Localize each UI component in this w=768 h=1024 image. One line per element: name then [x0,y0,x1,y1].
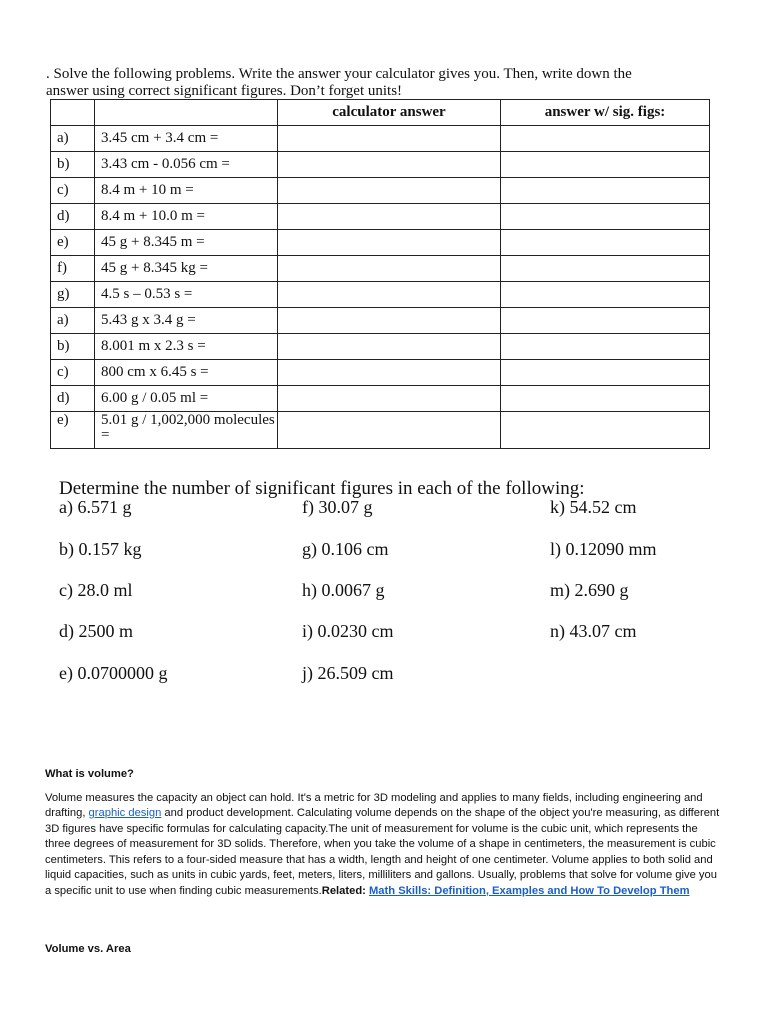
problem-label: e) [51,412,95,449]
sigfig-item: k) 54.52 cm [550,497,637,517]
problem-expression: 8.001 m x 2.3 s = [95,334,278,360]
problem-label: d) [51,204,95,230]
problem-expression: 45 g + 8.345 m = [95,230,278,256]
problem-label: d) [51,386,95,412]
sig-figs-answer-cell[interactable] [501,230,710,256]
volume-text-part-1: Volume measures the capacity an object can hold. It's a metric for 3D modeling and applies to many fields, including engineering and drafting, [45,791,703,819]
sig-figs-answer-cell[interactable] [501,308,710,334]
sigfig-item: f) 30.07 g [302,497,373,517]
calculator-answer-cell[interactable] [278,230,501,256]
instructions-line-1: . Solve the following problems. Write the answer your calculator gives you. Then, write down the [46,66,632,82]
problem-label: c) [51,360,95,386]
calculator-answer-cell[interactable] [278,152,501,178]
table-row [51,230,710,256]
header-sig-figs-answer: answer w/ sig. figs: [501,100,710,126]
problem-label: a) [51,126,95,152]
sig-figs-answer-cell[interactable] [501,204,710,230]
sigfig-item: j) 26.509 cm [302,663,394,683]
problem-expression: 5.43 g x 3.4 g = [95,308,278,334]
instructions-line-2: answer using correct significant figures. Don’t forget units! [46,83,403,99]
table-row [51,152,710,178]
sig-figs-answer-cell[interactable] [501,152,710,178]
problem-label: b) [51,152,95,178]
problem-expression: 5.01 g / 1,002,000 molecules = [95,412,278,449]
table-row [51,386,710,412]
volume-heading: What is volume? [45,768,134,780]
sigfig-heading: Determine the number of significant figures in each of the following: [59,478,585,499]
calculator-answer-cell[interactable] [278,412,501,449]
problem-label: e) [51,230,95,256]
volume-section [45,767,725,899]
problem-expression: 4.5 s – 0.53 s = [95,282,278,308]
instructions [46,66,726,100]
related-label: Related: [321,884,366,897]
calculator-answer-cell[interactable] [278,256,501,282]
sig-figs-answer-cell[interactable] [501,256,710,282]
calculator-answer-cell[interactable] [278,204,501,230]
table-row [51,282,710,308]
calculator-answer-cell[interactable] [278,282,501,308]
problem-label: b) [51,334,95,360]
sigfig-item: d) 2500 m [59,621,133,641]
sigfig-item: h) 0.0067 g [302,580,385,600]
table-row [51,204,710,230]
problem-expression: 8.4 m + 10 m = [95,178,278,204]
volume-paragraph [45,791,725,900]
table-header-row [51,100,710,126]
sigfig-item: i) 0.0230 cm [302,621,394,641]
table-row [51,412,710,449]
header-problem [95,100,278,126]
problem-expression: 3.43 cm - 0.056 cm = [95,152,278,178]
calculator-answer-cell[interactable] [278,334,501,360]
table-row [51,334,710,360]
calculator-answer-cell[interactable] [278,360,501,386]
header-label [51,100,95,126]
sig-figs-answer-cell[interactable] [501,178,710,204]
volume-text-part-2: and product development. Calculating volume depends on the shape of the object you're measuring, as different 3D figures have specific formulas for calculating capacity.The unit of measurement for volume is the cubic unit, which represents the three degrees of measurement for 3D solids. Therefore, when you take the volume of a shape in centimeters, the measurement is cubic centimeters. This refers to a four-sided measure that has a width, length and height of one centimeter. Volume applies to both solid and liquid capacities, such as units in cubic yards, feet, meters, liters, milliliters and gallons. Usually, problems that solve for volume give you a specific unit to use when finding cubic measurements. [45,807,720,897]
sig-figs-answer-cell[interactable] [501,126,710,152]
problem-expression: 3.45 cm + 3.4 cm = [95,126,278,152]
problem-expression: 45 g + 8.345 kg = [95,256,278,282]
table-row [51,256,710,282]
sig-figs-answer-cell[interactable] [501,360,710,386]
problem-label: f) [51,256,95,282]
sig-figs-answer-cell[interactable] [501,282,710,308]
sigfig-item: e) 0.0700000 g [59,663,168,683]
calculator-answer-cell[interactable] [278,126,501,152]
calculator-answer-cell[interactable] [278,178,501,204]
header-calculator-answer: calculator answer [278,100,501,126]
sigfig-item: n) 43.07 cm [550,621,637,641]
problem-label: a) [51,308,95,334]
sig-figs-answer-cell[interactable] [501,412,710,449]
calculator-answer-cell[interactable] [278,308,501,334]
problem-expression: 800 cm x 6.45 s = [95,360,278,386]
problems-table [50,99,710,449]
sigfig-item: a) 6.571 g [59,497,132,517]
calculator-answer-cell[interactable] [278,386,501,412]
sigfig-item: l) 0.12090 mm [550,539,657,559]
problem-expression: 6.00 g / 0.05 ml = [95,386,278,412]
table-row [51,308,710,334]
related-article-link[interactable]: Math Skills: Definition, Examples and How To Develop Them [368,884,690,897]
sig-figs-answer-cell[interactable] [501,334,710,360]
problem-expression: 8.4 m + 10.0 m = [95,204,278,230]
graphic-design-link[interactable]: graphic design [88,807,162,819]
table-row [51,360,710,386]
table-row [51,178,710,204]
table-row [51,126,710,152]
volume-vs-area-heading: Volume vs. Area [45,943,131,955]
sig-figs-answer-cell[interactable] [501,386,710,412]
problem-label: c) [51,178,95,204]
sigfig-item: b) 0.157 kg [59,539,142,559]
problem-label: g) [51,282,95,308]
sigfig-item: c) 28.0 ml [59,580,133,600]
sigfig-item: m) 2.690 g [550,580,629,600]
sigfig-item: g) 0.106 cm [302,539,389,559]
